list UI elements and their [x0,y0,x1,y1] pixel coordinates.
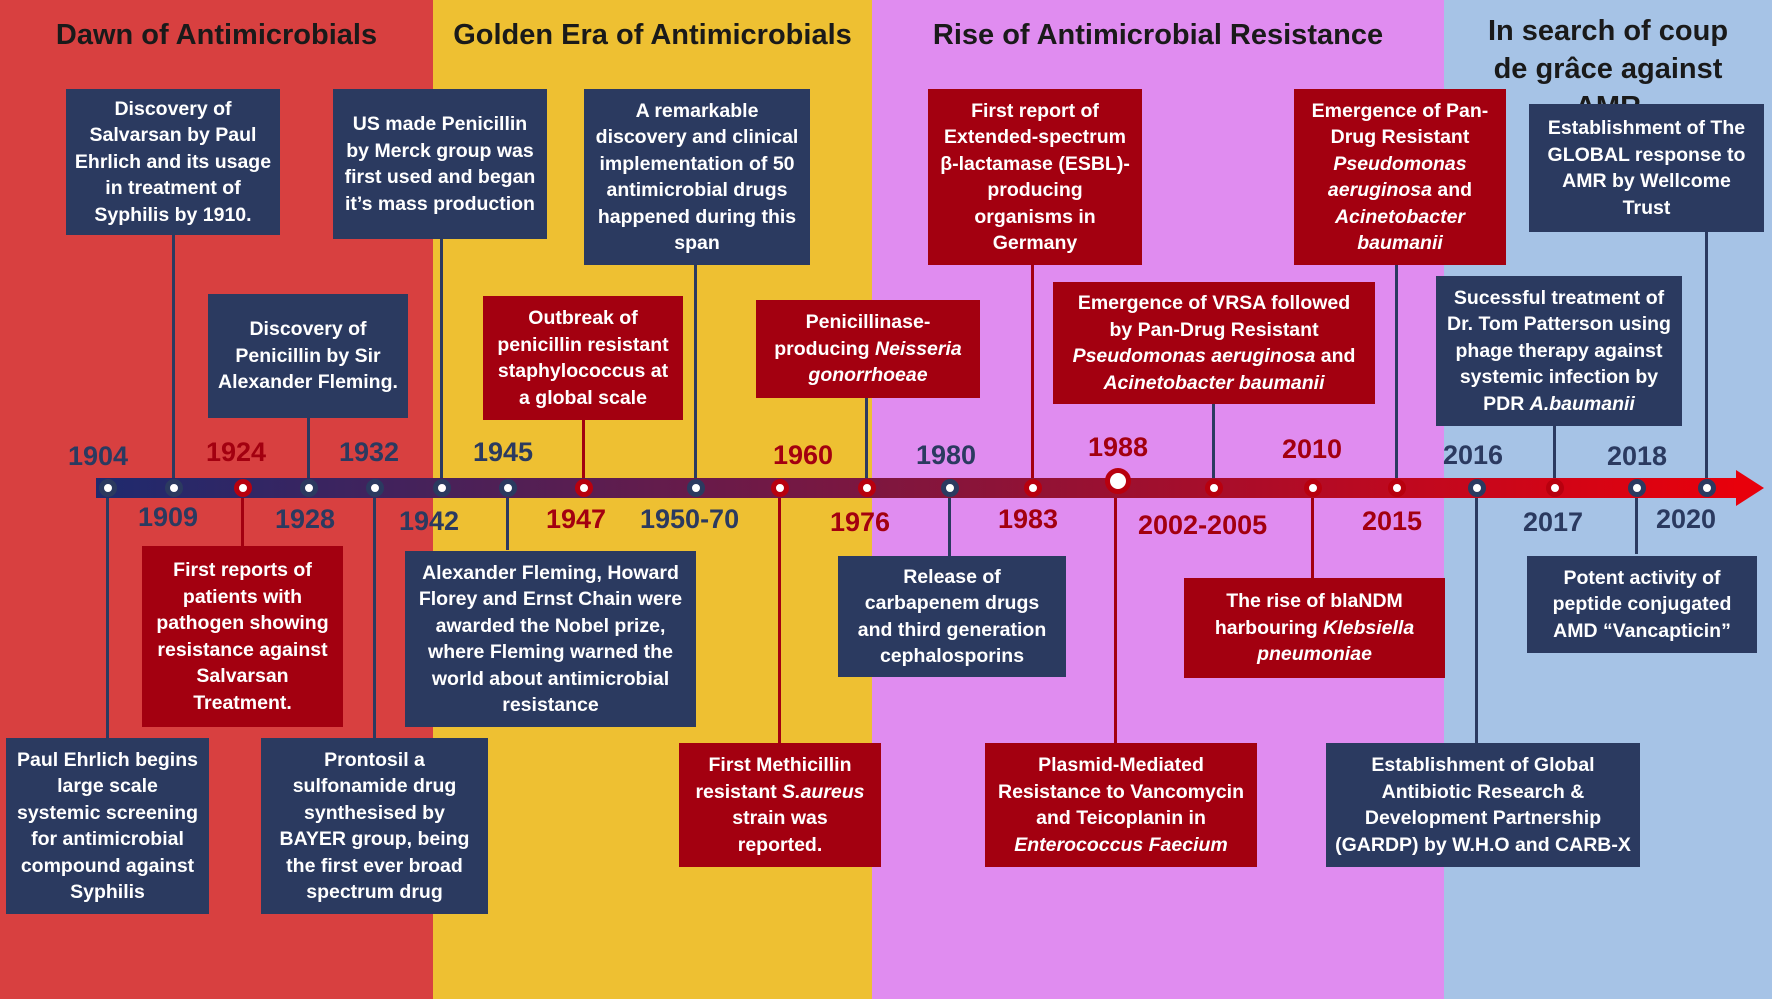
event-line-2015-4a: aeruginosa [1327,179,1432,201]
event-line-1976-2a: producing [774,337,875,360]
event-line-1988-3: and Teicoplanin in [1036,807,1206,829]
year-1980: 1980 [916,440,977,470]
event-line-2015-3: Pseudomonas [1333,152,1467,175]
node-1947 [575,479,593,497]
event-box-2010 [1184,578,1445,678]
era-title-golden: Golden Era of Antimicrobials [453,19,852,51]
node-2017 [1546,479,1564,497]
event-line-2010-2a: harbouring [1214,616,1324,639]
event-text-2020: Establishment of The GLOBAL response to AMR by Wellcome Trust [1547,117,1746,219]
event-line-1988-2: Resistance to Vancomycin [997,780,1245,803]
node-1924 [234,479,252,497]
event-line-2017-4: systemic infection by [1459,366,1659,389]
year-1947: 1947 [546,504,607,534]
year-1950-70: 1950-70 [640,504,740,534]
event-box-1942 [333,89,547,239]
event-text-1924: First reports of patients with pathogen showing resistance against Salvarsan Treatment. [156,559,329,714]
year-1976: 1976 [830,507,891,537]
event-line-2002-4: Acinetobacter baumanii [1103,371,1325,394]
event-text-1928: Discovery of Penicillin by Sir Alexander Fleming. [218,318,398,394]
event-box-1988 [985,743,1257,867]
year-1932: 1932 [339,437,400,467]
node-2016 [1468,479,1486,497]
node-2020 [1698,479,1716,497]
event-box-1960 [679,743,881,867]
node-1932 [366,479,384,497]
year-2015: 2015 [1362,506,1423,536]
event-line-1988-4: Enterococcus Faecium [1014,833,1228,856]
year-2020: 2020 [1656,504,1717,534]
event-box-1928 [208,294,408,418]
node-1988 [1105,468,1131,494]
event-line-2002-3b: and [1315,345,1356,367]
event-line-1976-2 [774,336,961,363]
event-text-1909: Discovery of Salvarsan by Paul Ehrlich and its usage in treatment of Syphilis by 1910. [74,97,272,226]
node-1976 [858,479,876,497]
event-line-1960-3: strain was [732,807,828,829]
node-2018 [1628,479,1646,497]
event-line-2002-2: by Pan-Drug Resistant [1109,318,1319,341]
event-line-2002-3 [1073,343,1356,370]
event-line-2002-1: Emergence of VRSA followed [1077,292,1351,314]
event-box-1980 [838,556,1066,677]
event-box-1904 [6,738,209,914]
year-1942: 1942 [399,506,460,536]
event-line-1976-2b: Neisseria [875,337,962,360]
year-1983: 1983 [998,504,1059,534]
event-line-1976-1: Penicillinase- [805,311,931,334]
event-line-2002-3a: Pseudomonas aeruginosa [1072,345,1316,367]
event-line-1960-1: First Methicillin [708,754,852,776]
event-line-2017-5b: A.baumanii [1529,392,1635,415]
event-box-1909 [66,89,280,235]
year-1924: 1924 [206,437,267,467]
event-box-2017 [1436,276,1682,426]
event-line-2017-5 [1483,391,1635,418]
event-box-2016 [1326,743,1640,867]
year-2018: 2018 [1607,441,1668,471]
event-text-1904: Paul Ehrlich begins large scale systemic screening for antimicrobial compound against Syphilis [16,748,198,903]
year-1945: 1945 [473,437,534,467]
event-line-2010-2b: Klebsiella [1323,616,1415,639]
event-box-2002-2005 [1053,282,1375,404]
event-line-2015-5: Acinetobacter [1334,205,1466,228]
node-2015 [1388,479,1406,497]
event-box-2015 [1294,89,1506,265]
year-1988: 1988 [1088,432,1149,462]
event-line-2015-4b: and [1431,179,1473,201]
year-1904: 1904 [68,441,129,471]
era-title-rise: Rise of Antimicrobial Resistance [932,19,1384,51]
event-box-1950-70 [584,89,810,265]
node-1942 [433,479,451,497]
node-1983 [1024,479,1042,497]
event-text-1980: Release of carbapenem drugs and third generation cephalosporins [857,565,1047,667]
event-box-1932 [261,738,488,914]
event-box-1947 [483,296,683,420]
event-line-1960-4: reported. [737,833,823,856]
node-1909 [165,479,183,497]
event-line-2010-2 [1215,615,1414,642]
node-1945 [499,479,517,497]
event-text-2016: Establishment of Global Antibiotic Research & Development Partnership (GARDP) by W.H.O and CARB-X [1335,754,1631,856]
year-2010: 2010 [1282,434,1343,464]
node-1980 [941,479,959,497]
node-2010 [1304,479,1322,497]
year-2002-2005: 2002-2005 [1138,510,1268,540]
era-title-dawn: Dawn of Antimicrobials [55,19,378,51]
year-2017: 2017 [1523,507,1584,537]
node-1950-70 [687,479,705,497]
year-1960: 1960 [773,440,834,470]
event-text-2018: Potent activity of peptide conjugated AMD “Vancapticin” [1552,566,1732,642]
event-line-2015-2: Drug Resistant [1330,126,1470,148]
event-text-1932: Prontosil a sulfonamide drug synthesised by BAYER group, being the first ever broad spectrum drug [279,748,470,903]
event-line-2017-1: Sucessful treatment of [1453,286,1665,309]
event-text-1945: Alexander Fleming, Howard Florey and Ernst Chain were awarded the Nobel prize, where Fleming warned the world about antimicrobial resistance [418,561,683,716]
event-line-2010-3: pneumoniae [1257,643,1372,666]
event-box-2018 [1527,556,1757,653]
event-line-2015-6: baumanii [1357,232,1443,254]
event-box-1924 [142,546,343,727]
event-line-2015-4 [1328,177,1472,204]
node-2002-2005 [1205,479,1223,497]
event-text-1947: Outbreak of penicillin resistant staphylococcus at a global scale [497,307,669,409]
event-line-1960-2a: resistant [695,780,783,803]
event-line-2017-2: Dr. Tom Patterson using [1447,313,1671,336]
event-line-2017-3: phage therapy against [1455,339,1663,362]
event-text-1942: US made Penicillin by Merck group was first used and began it’s mass production [344,113,536,215]
event-box-2020 [1529,104,1764,232]
event-box-1976 [756,300,980,398]
event-line-2017-5a: PDR [1483,392,1530,415]
event-line-2015-1: Emergence of Pan- [1311,99,1489,122]
event-text-1950-70: A remarkable discovery and clinical implementation of 50 antimicrobial drugs happened during this span [595,99,799,254]
event-line-2010-1: The rise of blaNDM [1226,590,1403,613]
event-box-1945 [405,551,696,727]
node-1904 [99,479,117,497]
event-box-1983 [928,89,1142,265]
event-line-1960-2 [695,779,864,806]
event-text-1983: First report of Extended-spectrum β-lactamase (ESBL)-producing organisms in Germany [940,99,1130,254]
era-title-search: In search of coup de grâce against [1487,15,1729,85]
node-1928 [300,479,318,497]
year-1928: 1928 [275,504,336,534]
year-2016: 2016 [1443,440,1504,470]
node-1960 [771,479,789,497]
event-line-1976-3: gonorrhoeae [808,364,928,387]
year-1909: 1909 [138,502,199,532]
event-line-1988-1: Plasmid-Mediated [1038,754,1204,776]
event-line-1960-2b: S.aureus [782,780,865,803]
